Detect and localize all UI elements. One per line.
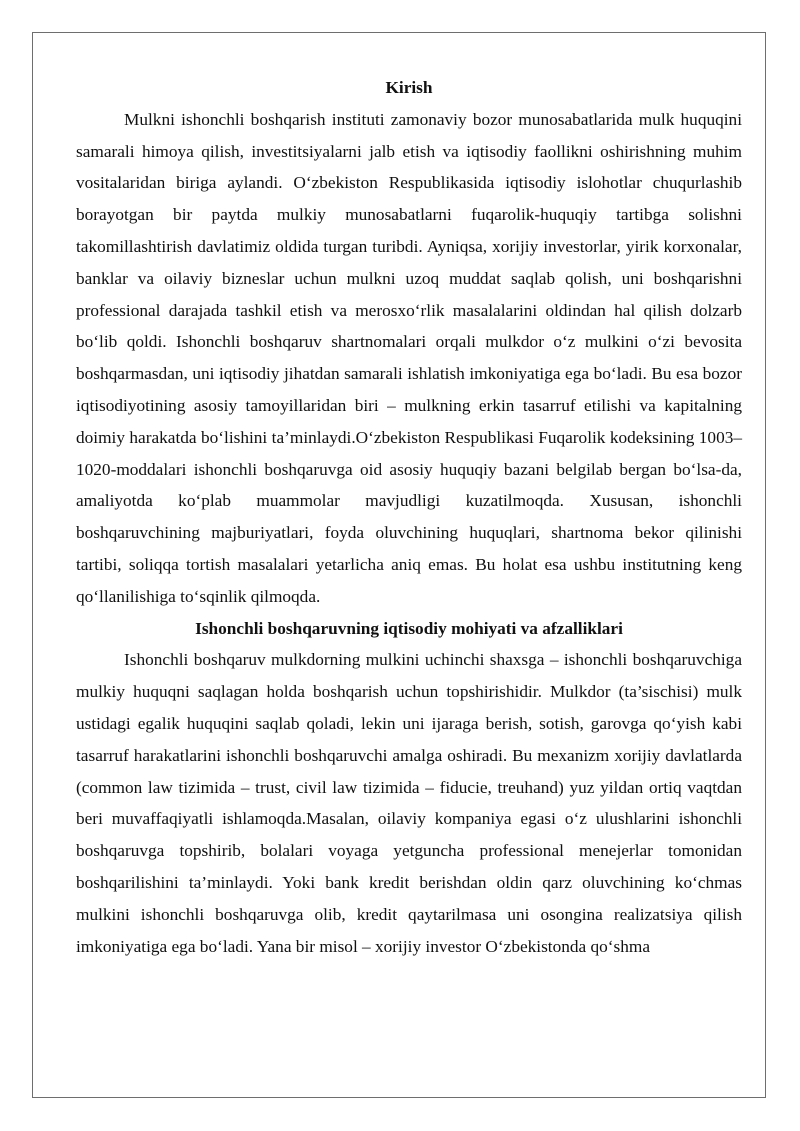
intro-paragraph: Mulkni ishonchli boshqarish instituti zamonaviy bozor munosabatlarida mulk huquqini samarali himoya qilish, investitsiyalarni jalb etish va iqtisodiy faollikni oshirishning muhim vositalaridan biriga aylandi. O‘zbekiston Respublikasida iqtisodiy islohotlar chuqurlashib borayotgan bir paytda mulkiy munosabatlarni fuqarolik-huquqiy tartibga solishni takomillashtirish davlatimiz oldida turgan turibdi. Ayniqsa, xorijiy investorlar, yirik korxonalar, banklar va oilaviy bizneslar uchun mulkni uzoq muddat saqlab qolish, uni boshqarishni professional darajada tashkil etish va merosxo‘rlik masalalarini oldindan hal qilish dolzarb bo‘lib qoldi. Ishonchli boshqaruv shartnomalari orqali mulkdor o‘z mulkini o‘zi bevosita boshqarmasdan, uni iqtisodiy jihatdan samarali ishlatish imkoniyatiga ega bo‘ladi. Bu esa bozor iqtisodiyotining asosiy tamoyillaridan biri – mulkning erkin tasarruf etilishi va kapitalning doimiy harakatda bo‘lishini ta’minlaydi.O‘zbekiston Respublikasi Fuqarolik kodeksining 1003–1020-moddalari ishonchli boshqaruvga oid asosiy huquqiy bazani belgilab bergan bo‘lsa-da, amaliyotda ko‘plab muammolar mavjudligi kuzatilmoqda. Xususan, ishonchli boshqaruvchining majburiyatlari, foyda oluvchining huquqlari, shartnoma bekor qilinishi tartibi, soliqqa tortish masalalari yetarlicha aniq emas. Bu holat esa ushbu institutning keng qo‘llanilishiga to‘sqinlik qilmoqda. <box>76 109 742 606</box>
section-heading: Ishonchli boshqaruvning iqtisodiy mohiyati va afzalliklari <box>195 618 623 638</box>
section-paragraph: Ishonchli boshqaruv mulkdorning mulkini uchinchi shaxsga – ishonchli boshqaruvchiga mulkiy huquqni saqlagan holda boshqarish uchun topshirishidir. Mulkdor (ta’sischisi) mulk ustidagi egalik huquqini saqlab qoladi, lekin uni ijaraga berish, sotish, garovga qo‘yish kabi tasarruf harakatlarini ishonchli boshqaruvchi amalga oshiradi. Bu mexanizm xorijiy davlatlarda (common law tizimida – trust, civil law tizimida – fiducie, treuhand) yuz yildan ortiq vaqtdan beri muvaffaqiyatli ishlamoqda.Masalan, oilaviy kompaniya egasi o‘z ulushlarini ishonchli boshqaruvga topshirib, bolalari voyaga yetguncha professional menejerlar tomonidan boshqarilishini ta’minlaydi. Yoki bank kredit berishdan oldin qarz oluvchining ko‘chmas mulkini ishonchli boshqaruvga olib, kredit qaytarilmasa uni osongina realizatsiya qilish imkoniyatiga ega bo‘ladi. Yana bir misol – xorijiy investor O‘zbekistonda qo‘shma <box>76 650 742 956</box>
document-heading: Kirish <box>385 78 433 97</box>
document-body <box>76 72 742 962</box>
